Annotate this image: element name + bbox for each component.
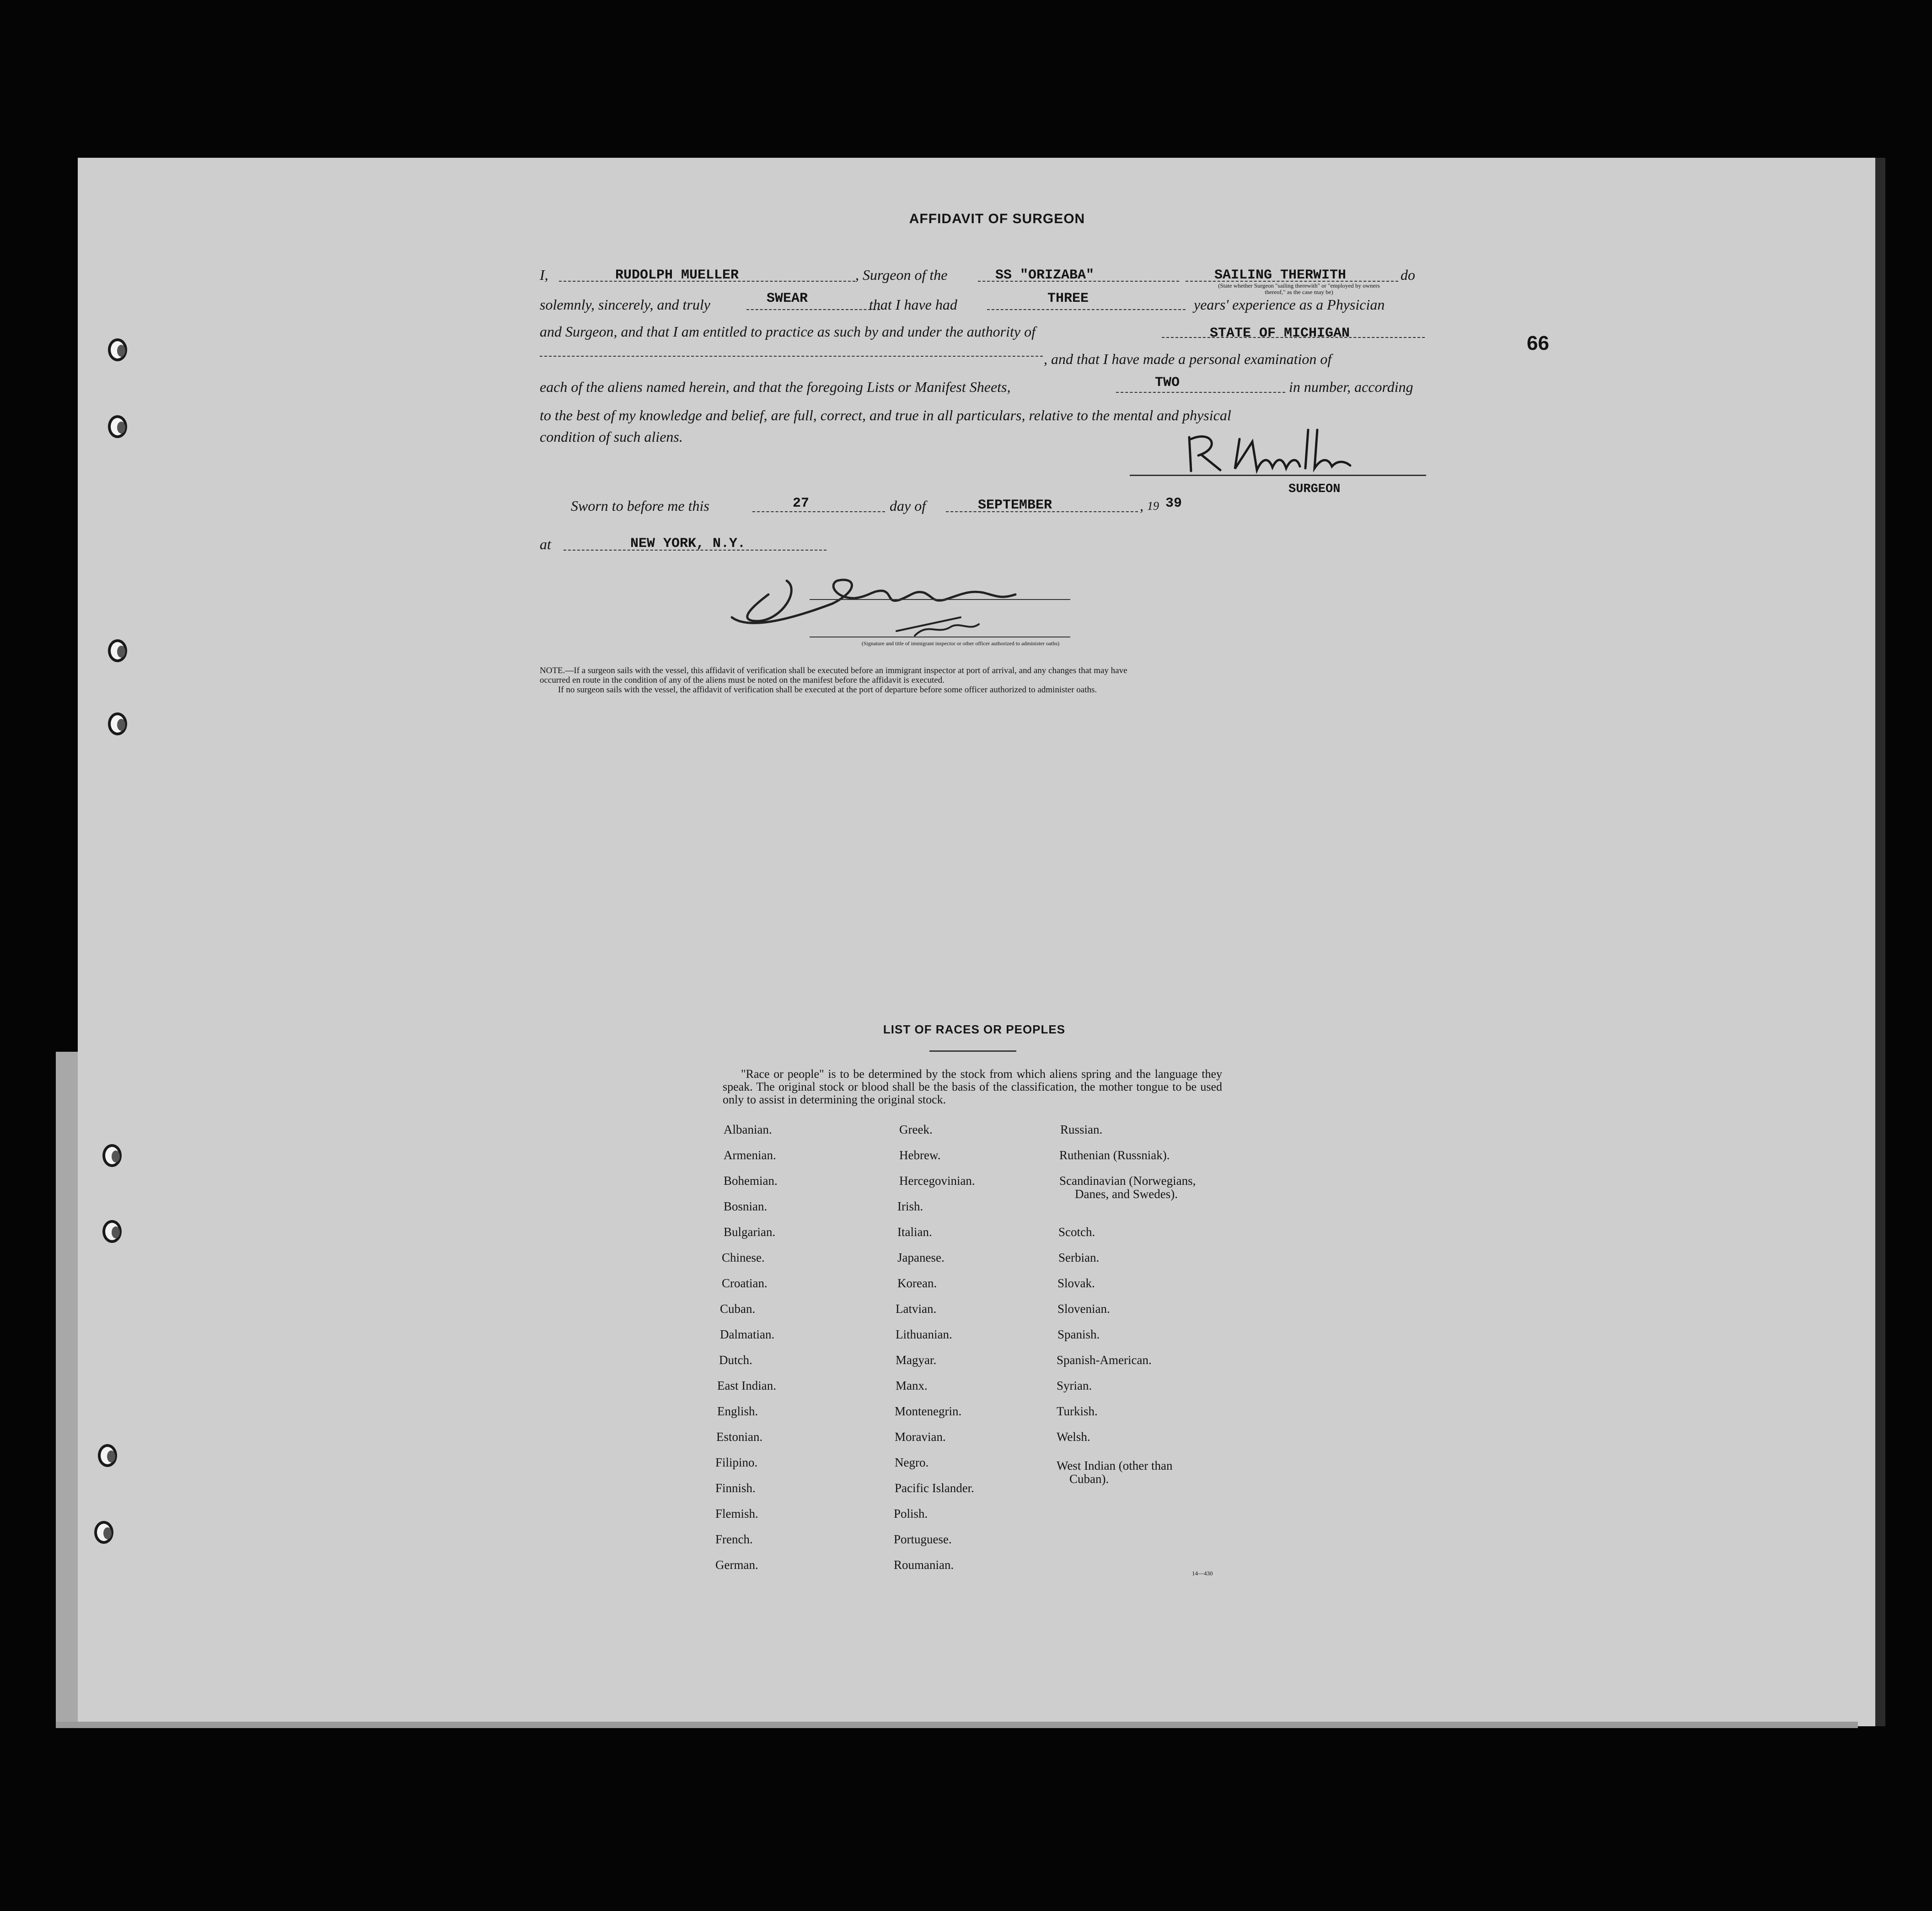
sheets-count: TWO (1155, 375, 1180, 391)
race-item: Irish. (897, 1199, 923, 1213)
sworn-day-word: day of (890, 498, 926, 514)
race-item: Pacific Islander. (895, 1481, 974, 1495)
race-item: Slovenian. (1057, 1302, 1110, 1316)
race-item: Flemish. (715, 1507, 758, 1520)
race-item: Croatian. (722, 1276, 767, 1290)
line5-prefix: each of the aliens named herein, and that the foregoing Lists or Manifest Sheets, (540, 379, 1011, 395)
form-number: 14—430 (1192, 1570, 1213, 1577)
races-title: LIST OF RACES OR PEOPLES (883, 1022, 1066, 1036)
note-line-3: If no surgeon sails with the vessel, the affidavit of verification shall be executed at the port of departure before some officer authorized to administer oaths. (558, 685, 1097, 695)
punch-hole-icon (108, 415, 127, 438)
years-line (987, 309, 1186, 310)
race-item: Scotch. (1058, 1225, 1095, 1239)
race-item: Armenian. (724, 1148, 776, 1162)
place: NEW YORK, N.Y. (630, 536, 746, 551)
race-item: West Indian (other than (1057, 1459, 1173, 1472)
surgeon-signature (1171, 421, 1427, 480)
sworn-prefix: Sworn to before me this (571, 498, 709, 514)
race-item: Roumanian. (894, 1558, 954, 1572)
punch-hole-icon (108, 338, 127, 361)
affidavit-title: AFFIDAVIT OF SURGEON (909, 211, 1085, 226)
oath-type: SWEAR (767, 291, 808, 306)
race-item: Estonian. (716, 1430, 763, 1444)
race-item: Dalmatian. (720, 1328, 775, 1341)
surgeon-label: SURGEON (1288, 482, 1341, 496)
vessel-name: SS "ORIZABA" (995, 268, 1095, 283)
sheet-bottom-edge (56, 1722, 1858, 1728)
note-line-1: NOTE.—If a surgeon sails with the vessel, this affidavit of verification shall be executed before an immigrant inspector at port of arrival, and any changes that may have (540, 666, 1127, 675)
sheet-left-edge (56, 1052, 78, 1724)
punch-hole-icon (102, 1220, 122, 1243)
line1-mid: , Surgeon of the (855, 267, 948, 283)
authority-continuation-line (540, 356, 1043, 357)
race-item: Magyar. (896, 1353, 937, 1367)
line4-text: , and that I have made a personal examination of (1044, 351, 1332, 367)
race-item: Russian. (1060, 1123, 1103, 1136)
race-item: Serbian. (1058, 1251, 1100, 1264)
at-label: at (540, 536, 551, 552)
race-item: Polish. (894, 1507, 928, 1520)
race-item: Ruthenian (Russniak). (1059, 1148, 1170, 1162)
race-item: Slovak. (1057, 1276, 1095, 1290)
race-item: Finnish. (715, 1481, 756, 1495)
race-item: English. (717, 1404, 758, 1418)
line2-end: years' experience as a Physician (1194, 296, 1385, 313)
line1-prefix: I, (540, 267, 548, 283)
sworn-day: 27 (793, 496, 810, 511)
sworn-year-suffix: 39 (1165, 496, 1182, 511)
race-item: Dutch. (719, 1353, 752, 1367)
race-item: Bulgarian. (724, 1225, 776, 1239)
surgeon-name: RUDOLPH MUELLER (615, 268, 739, 283)
race-item: Bosnian. (724, 1199, 767, 1213)
race-item: Albanian. (724, 1123, 772, 1136)
races-intro: "Race or people" is to be determined by the stock from which aliens spring and the language they speak. The original stock or blood shall be the basis of the classification, the mother tongue to be used only to assist in determining the original stock. (723, 1067, 1222, 1106)
line5-end: in number, according (1289, 379, 1413, 395)
race-item: Bohemian. (724, 1174, 778, 1188)
sworn-year-prefix: 19 (1147, 499, 1159, 513)
line3-text: and Surgeon, and that I am entitled to practice as such by and under the authority of (540, 323, 1036, 340)
surgeon-signature-line (1130, 475, 1426, 476)
sworn-comma: , (1140, 498, 1143, 514)
officer-signature-line (810, 599, 1070, 600)
line6-text: to the best of my knowledge and belief, are full, correct, and true in all particulars, relative to the mental and physical (540, 407, 1231, 423)
punch-hole-icon (108, 712, 127, 735)
sheets-count-line (1116, 392, 1285, 393)
punch-hole-icon (102, 1144, 122, 1167)
years-experience: THREE (1047, 291, 1089, 306)
note-line-2: occurred en route in the condition of any of the aliens must be noted on the manifest before the affidavit is executed. (540, 675, 945, 685)
line1-end: do (1401, 267, 1415, 283)
race-item: Scandinavian (Norwegians, (1059, 1174, 1196, 1188)
race-item: Negro. (895, 1456, 929, 1469)
page-number: 66 (1527, 332, 1549, 354)
line7-text: condition of such aliens. (540, 428, 683, 445)
race-item: Welsh. (1057, 1430, 1090, 1444)
race-item: Lithuanian. (896, 1328, 952, 1341)
race-item: Moravian. (895, 1430, 946, 1444)
race-item: Danes, and Swedes). (1075, 1187, 1178, 1201)
race-item: Syrian. (1057, 1379, 1092, 1392)
oath-line (746, 309, 880, 310)
race-item: French. (715, 1532, 753, 1546)
punch-hole-icon (98, 1444, 117, 1467)
race-item: Greek. (899, 1123, 933, 1136)
sailing-status: SAILING THERWITH (1214, 268, 1347, 283)
officer-caption: (Signature and title of immigrant inspector or other officer authorized to administer oaths) (861, 640, 1060, 647)
race-item: Cuban. (720, 1302, 756, 1316)
authority: STATE OF MICHIGAN (1210, 326, 1350, 341)
race-item: Spanish-American. (1057, 1353, 1152, 1367)
sworn-month: SEPTEMBER (978, 498, 1052, 513)
line2-prefix: solemnly, sincerely, and truly (540, 296, 710, 313)
race-item: Spanish. (1057, 1328, 1100, 1341)
line2-mid: that I have had (869, 296, 957, 313)
race-item: German. (715, 1558, 758, 1572)
sailing-note: (State whether Surgeon "sailing therewith" or "employed by owners thereof," as the case may be) (1218, 282, 1380, 295)
race-item: Filipino. (715, 1456, 758, 1469)
race-item: Hercegovinian. (899, 1174, 975, 1188)
race-item: Turkish. (1057, 1404, 1098, 1418)
officer-signature (723, 562, 1079, 645)
races-title-rule (929, 1050, 1016, 1052)
race-item: Japanese. (897, 1251, 945, 1264)
punch-hole-icon (108, 639, 127, 662)
race-item: Hebrew. (899, 1148, 941, 1162)
race-item: Portuguese. (894, 1532, 952, 1546)
sworn-day-line (752, 511, 885, 512)
race-item: Italian. (897, 1225, 932, 1239)
race-item: East Indian. (717, 1379, 776, 1392)
race-item: Montenegrin. (895, 1404, 962, 1418)
race-item: Korean. (897, 1276, 937, 1290)
race-item: Chinese. (722, 1251, 765, 1264)
punch-hole-icon (94, 1521, 113, 1544)
race-item: Cuban). (1069, 1472, 1109, 1486)
race-item: Latvian. (896, 1302, 937, 1316)
race-item: Manx. (896, 1379, 928, 1392)
